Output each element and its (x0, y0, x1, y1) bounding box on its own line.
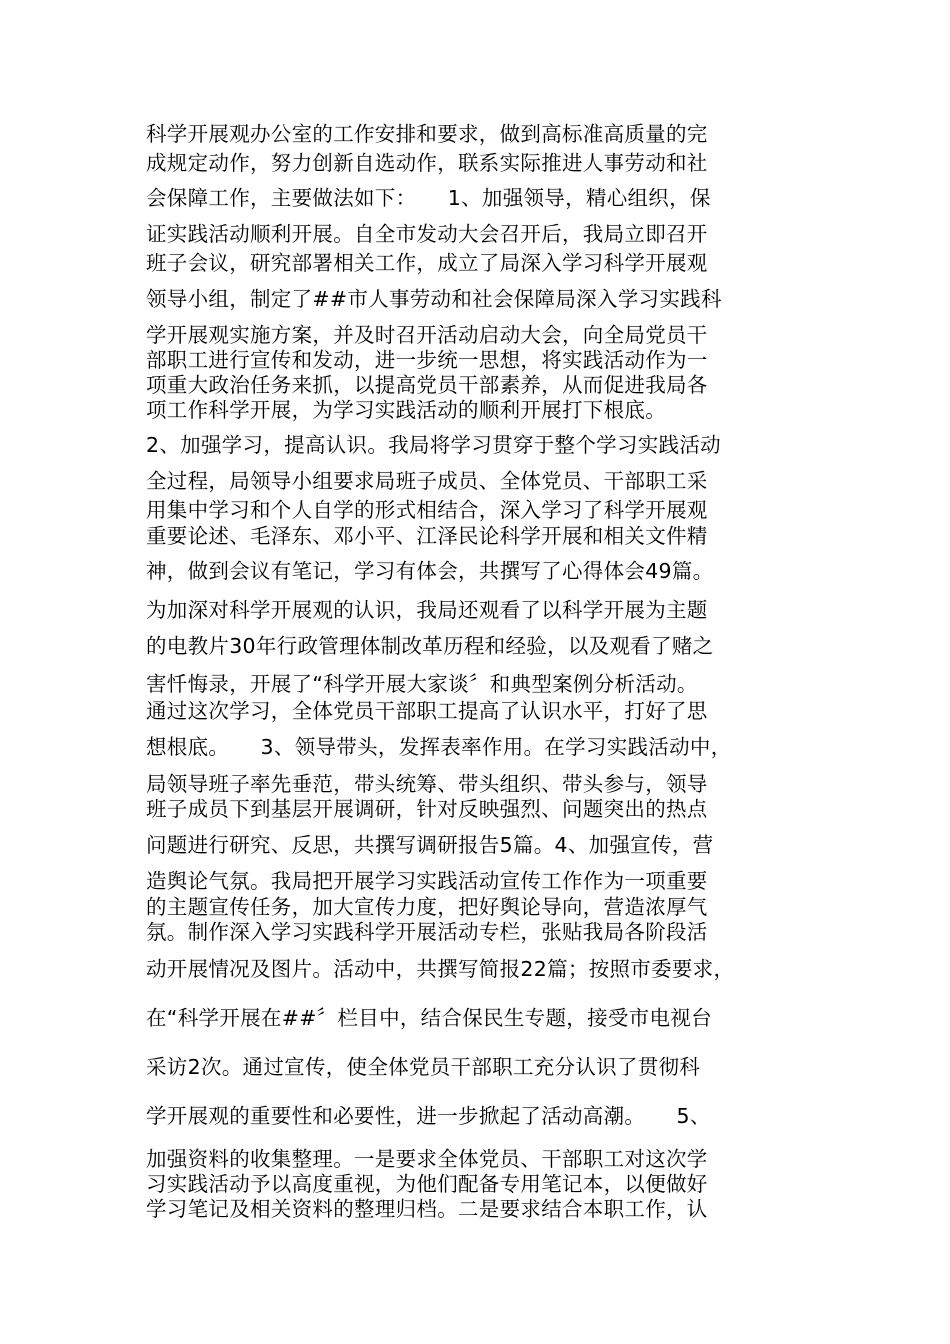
text-line-13: 用集中学习和个人自学的形式相结合，深入学习了科学开展观 (146, 498, 708, 522)
text-line-15: 神，做到会议有笔记，学习有体会，共撰写了心得体会49篇。 (146, 559, 714, 583)
text-line-8: 部职工进行宣传和发动，进一步统一思想，将实践活动作为一 (146, 348, 708, 372)
text-line-5: 班子会议，研究部署相关工作，成立了局深入学习科学开展观 (146, 251, 708, 275)
text-line-21: 局领导班子率先垂范，带头统筹、带头组织、带头参与，领导 (146, 772, 708, 796)
text-line-4: 证实践活动顺利开展。自全市发动大会召开后，我局立即召开 (146, 222, 708, 246)
text-line-28: 在“科学开展在##〞栏目中，结合保民生专题，接受市电视台 (146, 1006, 712, 1030)
text-line-7: 学开展观实施方案，并及时召开活动启动大会，向全局党员干 (146, 323, 708, 347)
text-line-9: 项重大政治任务来抓，以提高党员干部素养，从而促进我局各 (146, 373, 708, 397)
text-line-12: 全过程，局领导小组要求局班子成员、全体党员、干部职工采 (146, 469, 708, 493)
text-line-25: 的主题宣传任务，加大宣传力度，把好舆论导向，营造浓厚气 (146, 895, 708, 919)
text-line-1: 科学开展观办公室的工作安排和要求，做到高标准高质量的完 (146, 122, 708, 146)
text-line-10: 项工作科学开展，为学习实践活动的顺利开展打下根底。 (146, 398, 666, 422)
text-line-23: 问题进行研究、反思，共撰写调研报告5篇。4、加强宣传，营 (146, 833, 714, 857)
text-line-24: 造舆论气氛。我局把开展学习实践活动宣传工作作为一项重要 (146, 869, 708, 893)
text-line-19: 通过这次学习，全体党员干部职工提高了认识水平，打好了思 (146, 699, 708, 723)
text-line-18: 害忏悔录，开展了“科学开展大家谈〞和典型案例分析活动。 (146, 672, 698, 696)
text-line-6: 领导小组，制定了##市人事劳动和社会保障局深入学习实践科 (146, 287, 722, 311)
text-line-27: 动开展情况及图片。活动中，共撰写简报22篇；按照市委要求， (146, 957, 735, 981)
text-line-14: 重要论述、毛泽东、邓小平、江泽民论科学开展和相关文件精 (146, 524, 708, 548)
text-line-16: 为加深对科学开展观的认识，我局还观看了以科学开展为主题 (146, 598, 708, 622)
text-line-22: 班子成员下到基层开展调研，针对反映强烈、问题突出的热点 (146, 797, 708, 821)
text-line-17: 的电教片30年行政管理体制改革历程和经验，以及观看了赌之 (146, 634, 714, 658)
text-line-3: 会保障工作，主要做法如下： 1、加强领导，精心组织，保 (146, 186, 711, 210)
text-line-29: 采访2次。通过宣传，使全体党员干部职工充分认识了贯彻科 (146, 1055, 701, 1079)
text-line-20: 想根底。 3、领导带头，发挥表率作用。在学习实践活动中， (146, 735, 732, 759)
text-line-31: 加强资料的收集整理。一是要求全体党员、干部职工对这次学 (146, 1147, 708, 1171)
text-line-33: 学习笔记及相关资料的整理归档。二是要求结合本职工作，认 (146, 1197, 708, 1221)
text-line-2: 成规定动作，努力创新自选动作，联系实际推进人事劳动和社 (146, 151, 708, 175)
text-line-11: 2、加强学习，提高认识。我局将学习贯穿于整个学习实践活动 (146, 433, 721, 457)
text-line-26: 氛。制作深入学习实践科学开展活动专栏，张贴我局各阶段活 (146, 920, 708, 944)
text-line-32: 习实践活动予以高度重视，为他们配备专用笔记本，以便做好 (146, 1172, 708, 1196)
text-line-30: 学开展观的重要性和必要性，进一步掀起了活动高潮。 5、 (146, 1104, 711, 1128)
